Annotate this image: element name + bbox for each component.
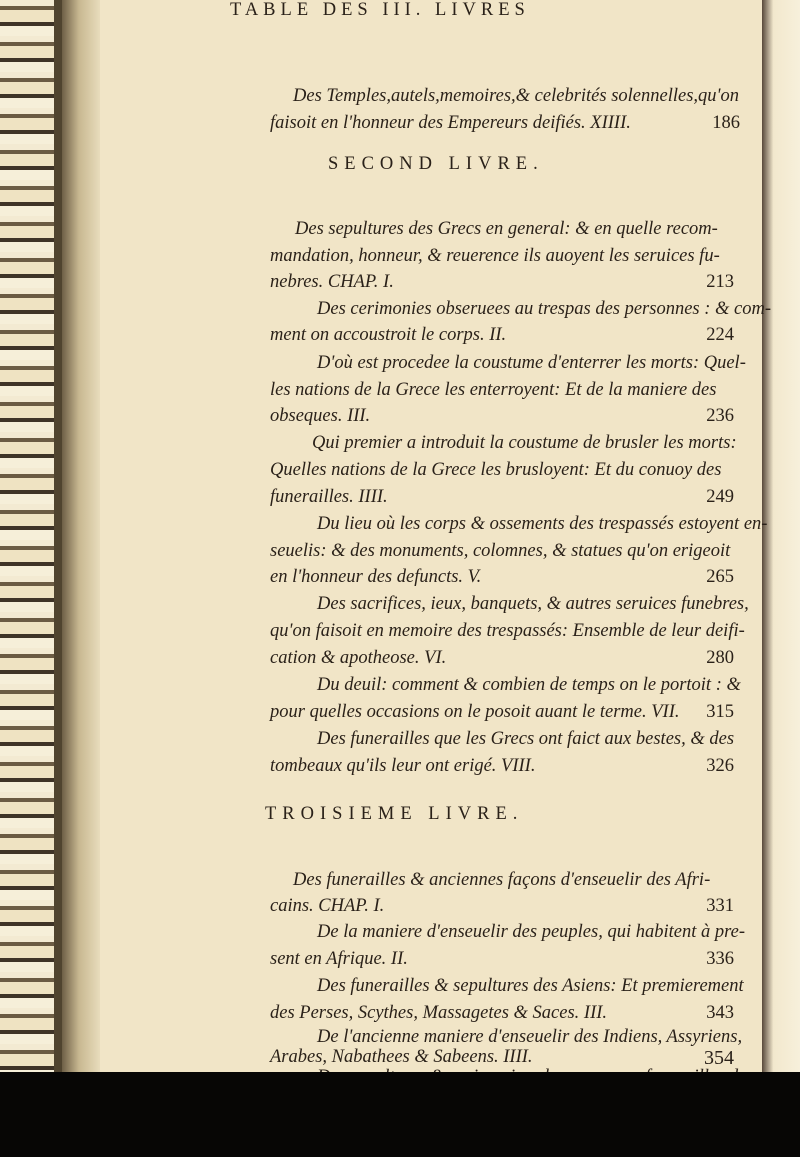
third-book-title: TROISIEME LIVRE. (265, 804, 524, 825)
entry-line: mandation, honneur, & reuerence ils auoyent les seruices fu- (270, 245, 720, 266)
entry-line: funerailles. IIII. (270, 486, 388, 507)
intro-line-1: Des Temples,autels,memoires,& celebrités solennelles,qu'on (293, 86, 740, 107)
entry-line: des Perses, Scythes, Massagetes & Saces. III. (270, 1003, 608, 1024)
entry-line: nebres. CHAP. I. (270, 271, 394, 292)
page-number: 213 (706, 271, 734, 292)
entry-line: pour quelles occasions on le posoit auant le terme. VII. (270, 701, 680, 722)
bottom-edge (0, 1072, 800, 1157)
entry-line: qu'on faisoit en memoire des trespassés: Ensemble de leur deifi- (270, 621, 745, 642)
page-number: 331 (706, 895, 734, 916)
entry-line: ment on accoustroit le corps. II. (270, 325, 507, 346)
running-head: TABLE DES III. LIVRES (230, 0, 530, 20)
entry-line: cains. CHAP. I. (270, 895, 385, 916)
page-number: 336 (706, 949, 734, 970)
page-number: 326 (706, 755, 734, 776)
page-gutter (62, 0, 100, 1075)
entry-line: cation & apotheose. VI. (270, 648, 447, 669)
page-number: 249 (706, 486, 734, 507)
page-number: 224 (706, 325, 734, 346)
second-book-title: SECOND LIVRE. (328, 154, 544, 175)
entry-line: sent en Afrique. II. (270, 949, 408, 970)
entry-line: Du deuil: comment & combien de temps on le portoit : & (317, 675, 741, 695)
entry-line: Arabes, Nabathees & Sabeens. IIII. (270, 1047, 533, 1068)
entry-line: tombeaux qu'ils leur ont erigé. VIII. (270, 755, 536, 776)
entry-line: Des cerimonies obseruees au trespas des personnes : & com- (317, 299, 772, 320)
entry-line: obseques. III. (270, 406, 371, 427)
entry-line: seuelis: & des monuments, colomnes, & statues qu'on erigeoit (270, 540, 731, 561)
next-page-edge (762, 0, 800, 1075)
entry-line: Des sepultures des Grecs en general: & en quelle recom- (295, 218, 718, 239)
entry-line: Du lieu où les corps & ossements des trespassés estoyent en- (317, 513, 768, 534)
entry-line: De la maniere d'enseuelir des peuples, qui habitent à pre- (317, 922, 745, 943)
entry-line: Des funerailles & anciennes façons d'enseuelir des Afri- (293, 869, 711, 890)
book-spine-edge (0, 0, 62, 1075)
entry-line: Quelles nations de la Grece les brusloyent: Et du conuoy des (270, 459, 722, 480)
page-number: 236 (706, 406, 734, 427)
intro-page: 186 (712, 112, 740, 133)
page-number: 354 (704, 1047, 734, 1070)
entry-line: Qui premier a introduit la coustume de brusler les morts: (312, 432, 737, 453)
entry-line: les nations de la Grece les enterroyent: Et de la maniere des (270, 380, 717, 401)
book-page (100, 0, 772, 1075)
entry-line: Des sacrifices, ieux, banquets, & autres seruices funebres, (317, 594, 749, 615)
entry-line: en l'honneur des defuncts. V. (270, 567, 482, 588)
page-number: 280 (706, 648, 734, 669)
page-number: 315 (706, 701, 734, 722)
intro-line-2: faisoit en l'honneur des Empereurs deifiés. XIIII. (270, 112, 631, 133)
entry-line: Des funerailles & sepultures des Asiens: Et premierement (317, 976, 744, 997)
page-number: 265 (706, 567, 734, 588)
entry-line: D'où est procedee la coustume d'enterrer les morts: Quel- (317, 353, 746, 374)
page-number: 343 (706, 1003, 734, 1024)
entry-line: Des funerailles que les Grecs ont faict aux bestes, & des (317, 728, 735, 749)
entry-line: De l'ancienne maniere d'enseuelir des Indiens, Assyriens, (317, 1027, 743, 1048)
